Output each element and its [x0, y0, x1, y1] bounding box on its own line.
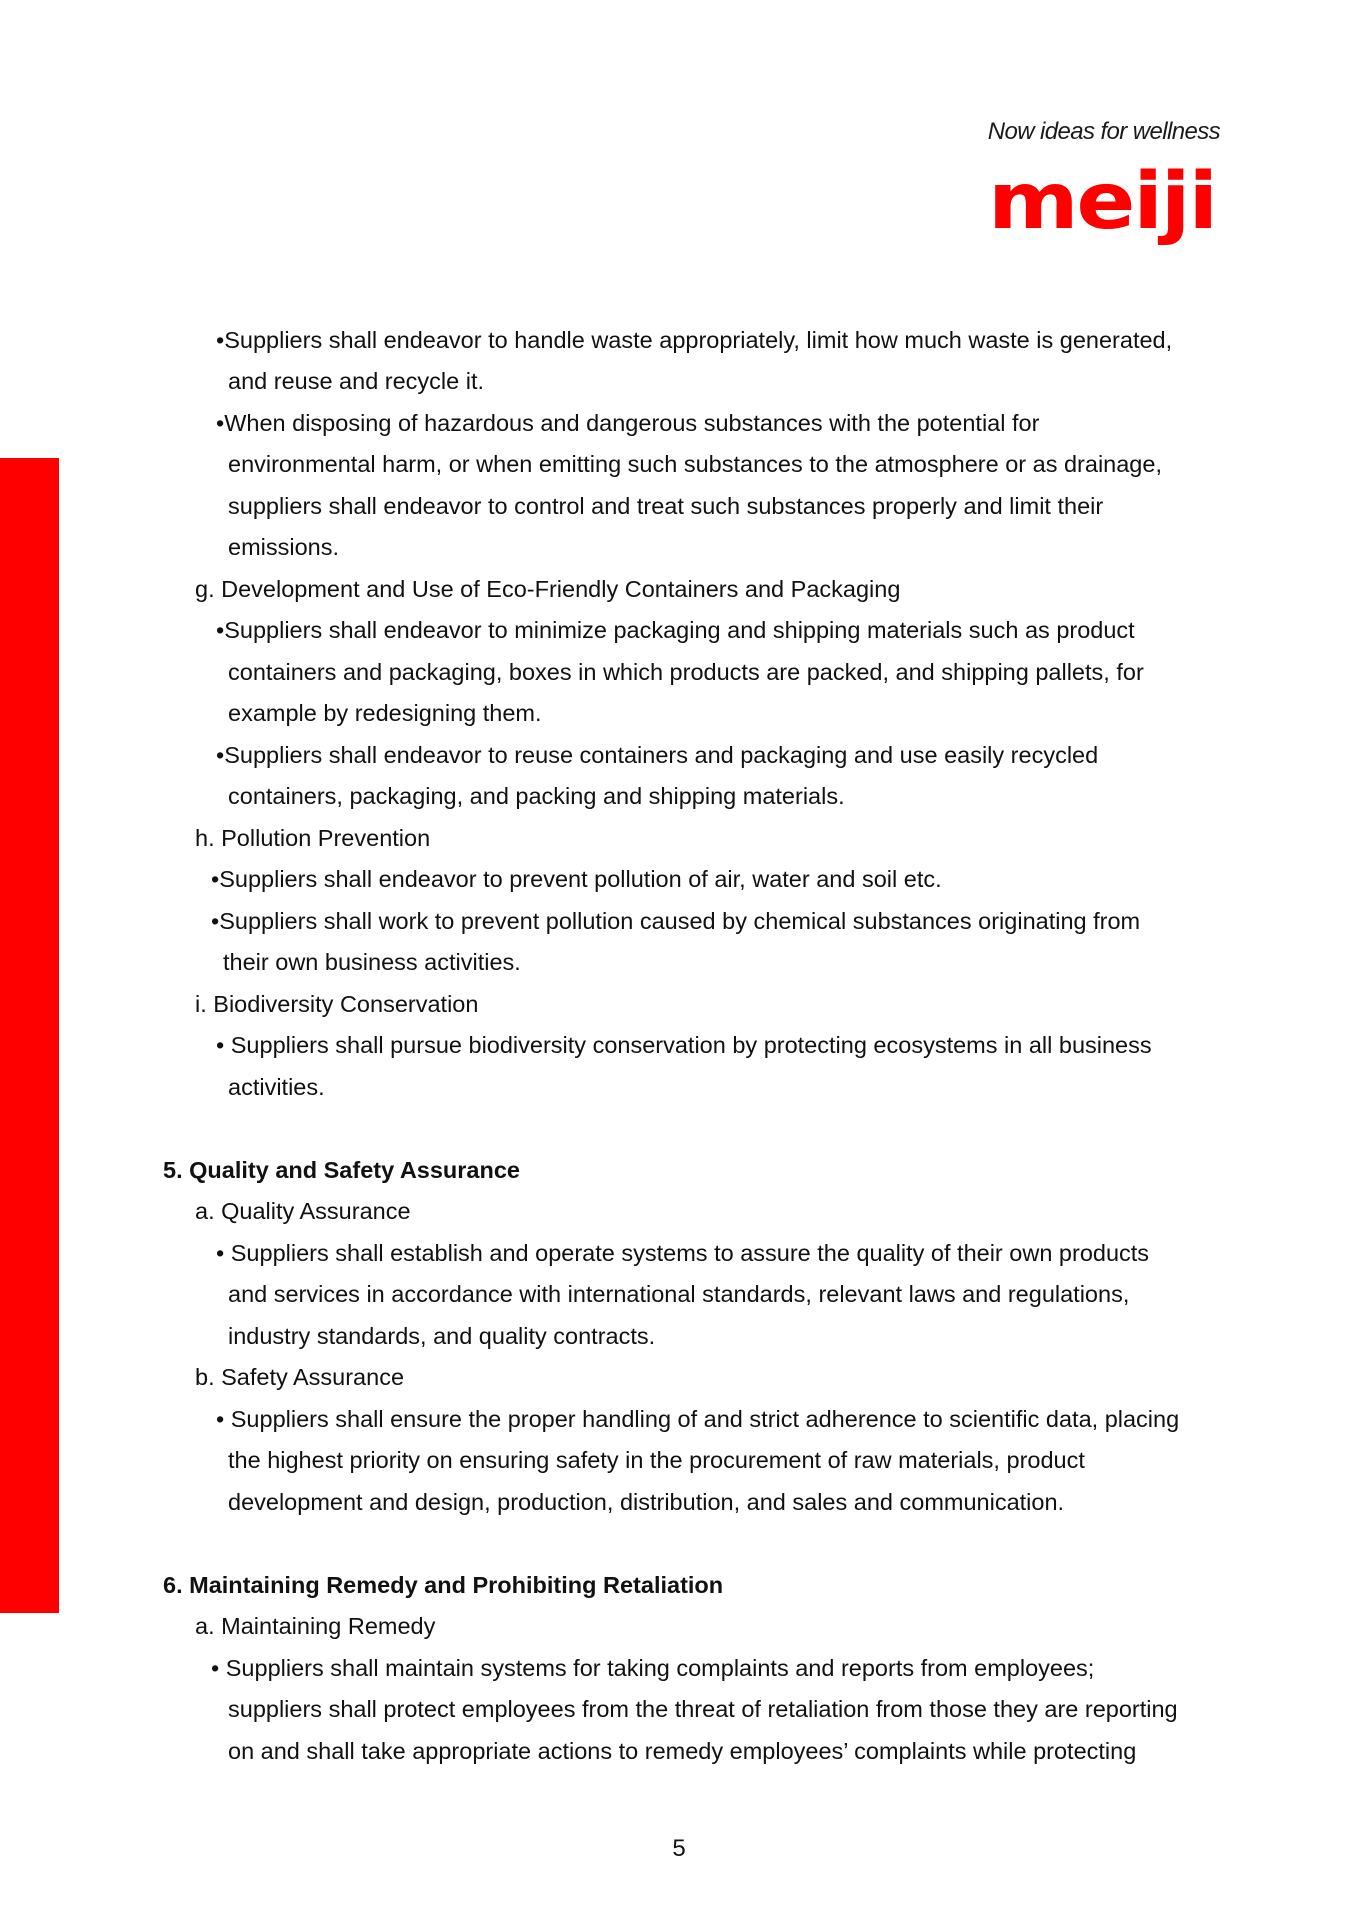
meiji-wordmark-icon — [988, 156, 1220, 256]
bullet-text: •Suppliers shall endeavor to minimize packaging and shipping materials such as product — [216, 617, 1135, 643]
bullet-text: containers, packaging, and packing and shipping materials. — [228, 783, 845, 809]
meiji-logo — [960, 118, 1220, 258]
bullet-text: their own business activities. — [223, 949, 521, 975]
bullet-text: •Suppliers shall endeavor to handle waste appropriately, limit how much waste is generated, — [216, 327, 1173, 353]
bullet-text: and services in accordance with international standards, relevant laws and regulations, — [228, 1281, 1130, 1307]
svg-text:meiji: meiji — [988, 157, 1216, 247]
subsection-heading: i. Biodiversity Conservation — [195, 991, 479, 1017]
bullet-text: and reuse and recycle it. — [228, 368, 485, 394]
bullet-text: example by redesigning them. — [228, 700, 542, 726]
red-side-bar — [0, 458, 59, 1613]
bullet-text: •Suppliers shall endeavor to reuse containers and packaging and use easily recycled — [216, 742, 1099, 768]
subsection-heading: a. Quality Assurance — [195, 1198, 411, 1224]
subsection-heading: b. Safety Assurance — [195, 1364, 405, 1390]
bullet-text: •When disposing of hazardous and dangerous substances with the potential for — [216, 410, 1040, 436]
bullet-text: containers and packaging, boxes in which products are packed, and shipping pallets, for — [228, 659, 1144, 685]
subsection-heading: h. Pollution Prevention — [195, 825, 431, 851]
bullet-text: development and design, production, distribution, and sales and communication. — [228, 1489, 1065, 1515]
page-number: 5 — [672, 1835, 686, 1862]
bullet-text: emissions. — [228, 534, 340, 560]
brand-tagline: Now ideas for wellness — [987, 118, 1220, 145]
bullet-text: •Suppliers shall endeavor to prevent pollution of air, water and soil etc. — [211, 866, 942, 892]
subsection-heading: a. Maintaining Remedy — [195, 1613, 436, 1639]
bullet-text: industry standards, and quality contracts. — [228, 1323, 656, 1349]
subsection-heading: g. Development and Use of Eco-Friendly Containers and Packaging — [195, 576, 901, 602]
bullet-text: suppliers shall endeavor to control and treat such substances properly and limit their — [228, 493, 1104, 519]
bullet-text: • Suppliers shall maintain systems for taking complaints and reports from employees; — [211, 1655, 1095, 1681]
bullet-text: activities. — [228, 1074, 325, 1100]
bullet-text: environmental harm, or when emitting such substances to the atmosphere or as drainage, — [228, 451, 1162, 477]
bullet-text: •Suppliers shall work to prevent pollution caused by chemical substances originating from — [211, 908, 1141, 934]
bullet-text: • Suppliers shall ensure the proper handling of and strict adherence to scientific data, placing — [216, 1406, 1180, 1432]
section-heading: 5. Quality and Safety Assurance — [163, 1157, 520, 1183]
bullet-text: suppliers shall protect employees from the threat of retaliation from those they are reporting — [228, 1696, 1178, 1722]
section-heading: 6. Maintaining Remedy and Prohibiting Retaliation — [163, 1572, 724, 1598]
bullet-text: • Suppliers shall establish and operate systems to assure the quality of their own products — [216, 1240, 1150, 1266]
bullet-text: the highest priority on ensuring safety in the procurement of raw materials, product — [228, 1447, 1085, 1473]
bullet-text: on and shall take appropriate actions to remedy employees’ complaints while protecting — [228, 1738, 1137, 1764]
bullet-text: • Suppliers shall pursue biodiversity conservation by protecting ecosystems in all business — [216, 1032, 1152, 1058]
